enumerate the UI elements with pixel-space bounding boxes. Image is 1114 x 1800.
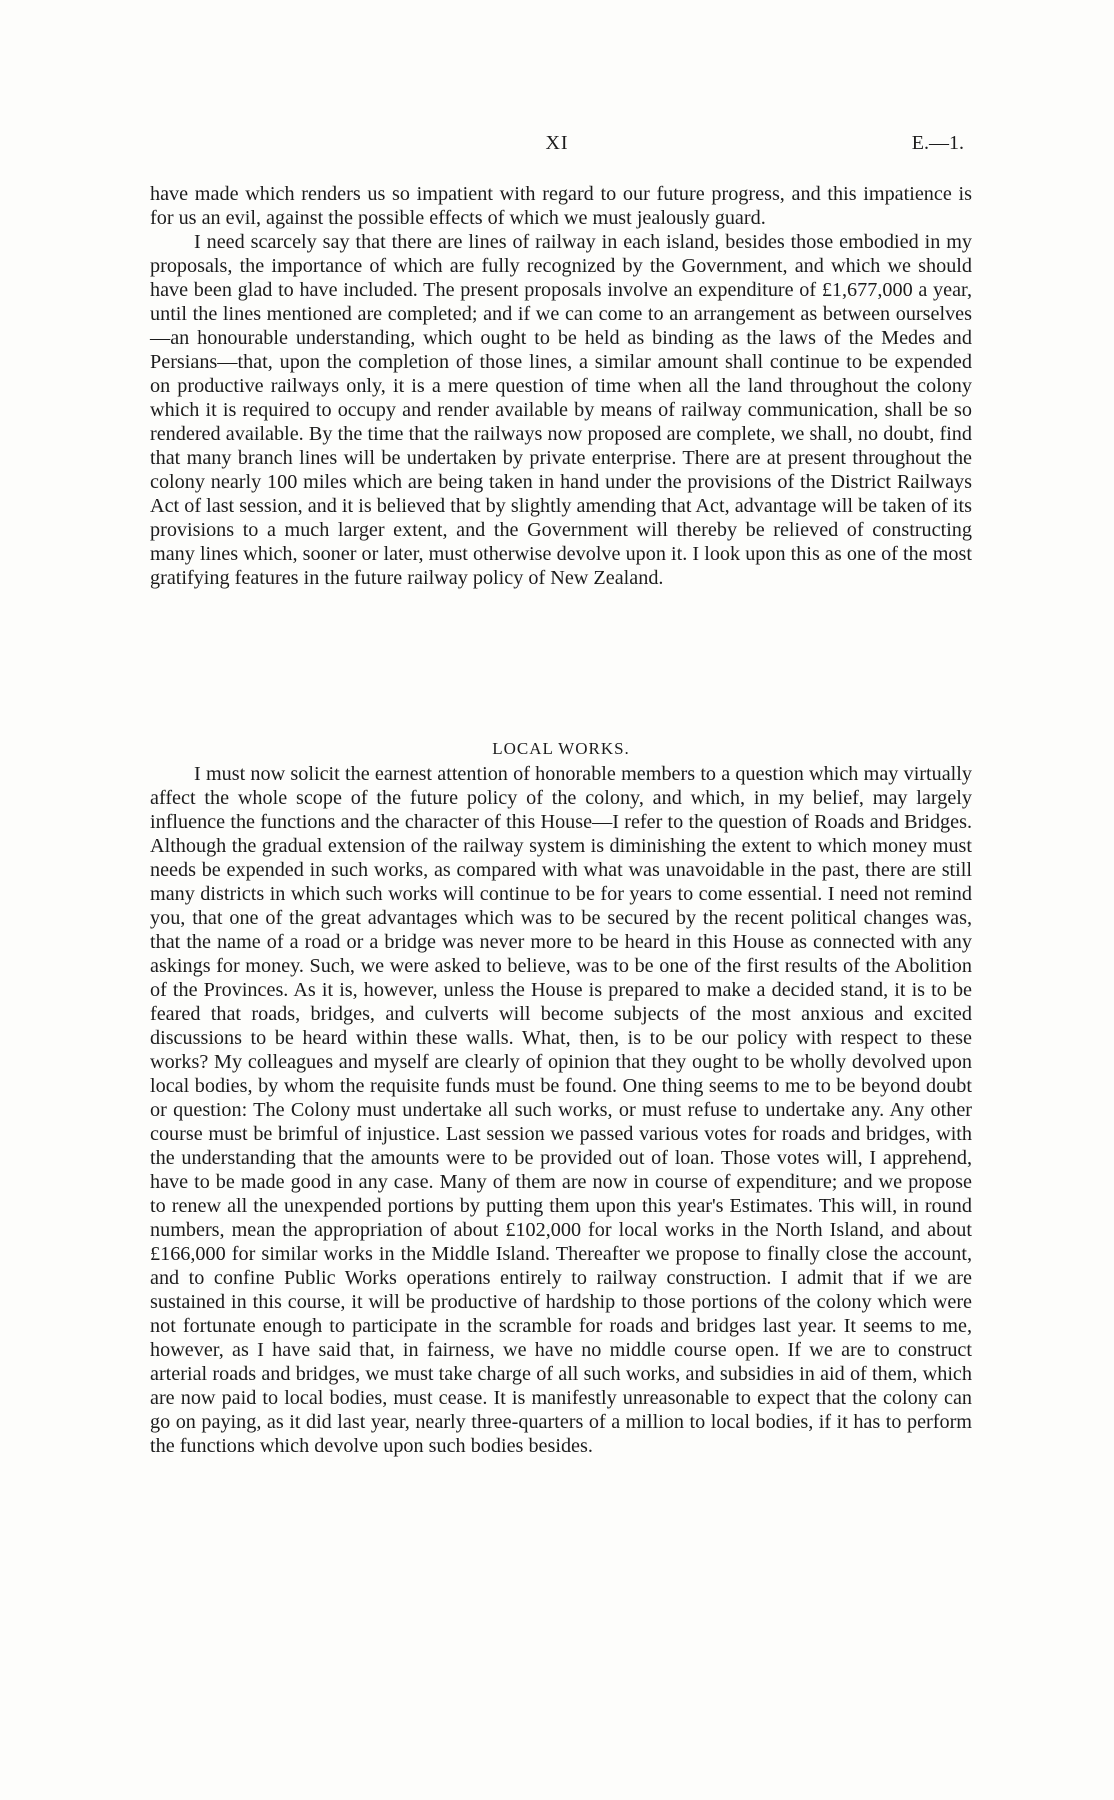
paragraph: I need scarcely say that there are lines of railway in each island, besides those embodied in my proposals, the importance of which are fully recognized by the Government, and which we should have been glad to have included. The present proposals involve an expenditure of £1,677,000 a year, until the lines mentioned are completed; and if we can come to an arrangement as between ourselves—an honourable understanding, which ought to be held as binding as the laws of the Medes and Persians—that, upon the completion of those lines, a similar amount shall continue to be expended on productive railways only, it is a mere question of time when all the land throughout the colony which it is required to occupy and render available by means of railway communication, shall be so rendered available. By the time that the railways now proposed are complete, we shall, no doubt, find that many branch lines will be undertaken by private enterprise. There are at present throughout the colony nearly 100 miles which are being taken in hand under the provisions of the District Railways Act of last session, and it is believed that by slightly amending that Act, advantage will be taken of its provisions to a much larger extent, and the Government will thereby be relieved of constructing many lines which, sooner or later, must otherwise devolve upon it. I look upon this as one of the most gratifying features in the future railway policy of New Zealand. bbox=[150, 231, 972, 589]
body-text-local-works bbox=[150, 762, 972, 1458]
paragraph: have made which renders us so impatient with regard to our future progress, and this impatience is for us an evil, against the possible effects of which we must jealously guard. bbox=[150, 183, 972, 229]
body-text-top bbox=[150, 182, 972, 590]
page-number: XI bbox=[545, 132, 569, 154]
paragraph: I must now solicit the earnest attention of honorable members to a question which may virtually affect the whole scope of the future policy of the colony, and which, in my belief, may largely influence the functions and the character of this House—I refer to the question of Roads and Bridges. Although the gradual extension of the railway system is diminishing the extent to which money must needs be expended in such works, as compared with what was unavoidable in the past, there are still many districts in which such works will continue to be for years to come essential. I need not remind you, that one of the great advantages which was to be secured by the recent political changes was, that the name of a road or a bridge was never more to be heard in this House as connected with any askings for money. Such, we were asked to believe, was to be one of the first results of the Abolition of the Provinces. As it is, however, unless the House is prepared to make a decided stand, it is to be feared that roads, bridges, and culverts will become subjects of the most anxious and excited discussions to be heard within these walls. What, then, is to be our policy with respect to these works? My colleagues and myself are clearly of opinion that they ought to be wholly devolved upon local bodies, by whom the requisite funds must be found. One thing seems to me to be beyond doubt or question: The Colony must undertake all such works, or must refuse to undertake any. Any other course must be brimful of injustice. Last session we passed various votes for roads and bridges, with the understanding that the amounts were to be provided out of loan. Those votes will, I apprehend, have to be made good in any case. Many of them are now in course of expenditure; and we propose to renew all the unexpended portions by putting them upon this year's Estimates. This will, in round numbers, mean the appropriation of about £102,000 for local works in the North Island, and about £166,000 for similar works in the Middle Island. Thereafter we propose to finally close the account, and to confine Public Works operations entirely to railway construction. I admit that if we are sustained in this course, it will be productive of hardship to those portions of the colony which were not fortunate enough to participate in the scramble for roads and bridges last year. It seems to me, however, as I have said that, in fairness, we have no middle course open. If we are to construct arterial roads and bridges, we must take charge of all such works, and subsidies in aid of them, which are now paid to local bodies, must cease. It is manifestly unreasonable to expect that the colony can go on paying, as it did last year, nearly three-quarters of a million to local bodies, if it has to perform the functions which devolve upon such bodies besides. bbox=[150, 763, 972, 1457]
document-code: E.—1. bbox=[911, 132, 964, 154]
section-heading: LOCAL WORKS. bbox=[492, 739, 630, 758]
